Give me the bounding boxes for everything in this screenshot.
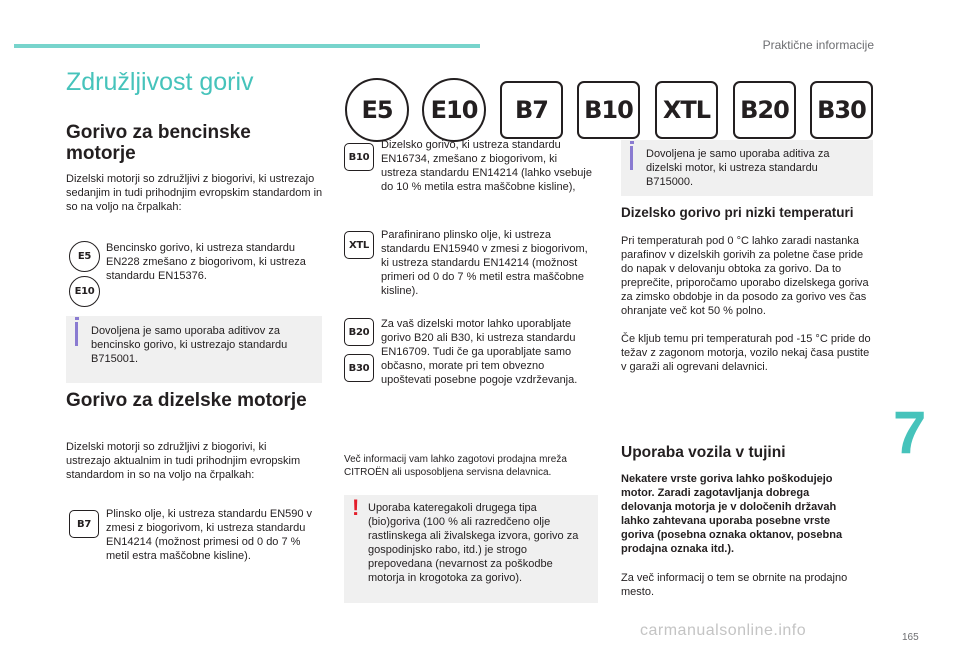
diesel-intro: Dizelski motorji so združljivi z biogorivi, ki ustrezajo aktualnim in tudi prihodnjim evropskim standardom in so na voljo na črpalkah:	[66, 441, 301, 481]
warning-icon: !	[352, 495, 360, 520]
e5-e10-description: Bencinsko gorivo, ki ustreza standardu EN228 zmešano z biogorivom, ki ustreza standardu EN15376.	[106, 242, 306, 282]
badge-e5-large: E5	[345, 78, 409, 142]
badge-xtl-large: XTL	[655, 81, 718, 139]
diesel-heading: Gorivo za dizelske motorje	[66, 390, 307, 411]
watermark: carmanualsonline.info	[640, 622, 807, 639]
abroad-text: Za več informacij o tem se obrnite na prodajno mesto.	[621, 572, 848, 598]
gasoline-intro: Dizelski motorji so združljivi z biogorivi, ki ustrezajo sedanjim in tudi prihodnjim evropskim standardom in so na voljo na črpalkah:	[66, 173, 323, 213]
badge-e10-large: E10	[422, 78, 486, 142]
abroad-bold-text: Nekatere vrste goriva lahko poškodujejo motor. Zaradi zagotavljanja dobrega delovanja motorja je v določenih državah lahko zahtevana uporaba posebne vrste goriva (posebna oznaka oktanov, posebna prodajna oznaka itd.).	[621, 473, 843, 555]
badge-b10-small: B10	[344, 143, 374, 171]
b7-description: Plinsko olje, ki ustreza standardu EN590 v zmesi z biogorivom, ki ustreza standardu EN14214 (možnost primesi od 0 do 7 % metil estra maščobne kisline).	[106, 508, 313, 562]
badge-b30-small: B30	[344, 354, 374, 382]
badge-e10-small: E10	[69, 276, 100, 307]
gasoline-note-text: Dovoljena je samo uporaba aditivov za bencinsko gorivo, ki ustrezajo standardu B715001.	[91, 325, 288, 365]
header-section-title: Praktične informacije	[762, 38, 874, 52]
diesel-note-text: Dovoljena je samo uporaba aditiva za dizelski motor, ki ustreza standardu B715000.	[646, 148, 830, 188]
gasoline-note-box	[66, 316, 322, 383]
b20-b30-description: Za vaš dizelski motor lahko uporabljate gorivo B20 ali B30, ki ustreza standardu EN16709. Tudi če ga uporabljate samo občasno, morate pri tem obvezno upoštevati posebne pogoje vzdrževanja.	[381, 318, 578, 386]
network-info-text: Več informacij vam lahko zagotovi prodajna mreža CITROËN ali usposobljena servisna delavnica.	[344, 454, 567, 478]
header-accent-bar	[14, 44, 480, 48]
page-title: Združljivost goriv	[66, 68, 254, 96]
low-temp-text-1: Pri temperaturah pod 0 °C lahko zaradi nastanka parafinov v dizelskih gorivih za poletne čase pride do napak v delovanju obtoka za gorivo. Da to preprečite, priporočamo uporabo dizelskega goriva za zimsko obdobje in da posodo za gorivo ves čas ohranjate več kot 50 % polno.	[621, 235, 869, 317]
badge-b7-small: B7	[69, 510, 99, 538]
badge-b20-small: B20	[344, 318, 374, 346]
info-icon	[75, 322, 78, 346]
xtl-description: Parafinirano plinsko olje, ki ustreza standardu EN15940 v zmesi z biogorivom, ki ustreza standardu EN14214 (možnost primeri od 0 do 7 % metil estra maščobne kisline).	[381, 229, 588, 297]
badge-b30-large: B30	[810, 81, 873, 139]
fuel-warning-box	[344, 495, 598, 603]
badge-b10-large: B10	[577, 81, 640, 139]
diesel-note-box	[621, 140, 873, 196]
abroad-heading: Uporaba vozila v tujini	[621, 444, 786, 461]
b10-description: Dizelsko gorivo, ki ustreza standardu EN16734, zmešano z biogorivom, ki ustreza standardu EN14214 (lahko vsebuje do 10 % metila estra maščobne kisline),	[381, 139, 592, 193]
badge-b20-large: B20	[733, 81, 796, 139]
badge-e5-small: E5	[69, 241, 100, 272]
low-temp-text-2: Če kljub temu pri temperaturah pod -15 °C pride do težav z zagonom motorja, vozilo nekaj časa pustite v garaži ali ogrevani delavnici.	[621, 333, 871, 373]
page-number: 165	[902, 632, 919, 643]
chapter-number: 7	[893, 399, 927, 466]
fuel-warning-text: Uporaba kateregakoli drugega tipa (bio)goriva (100 % ali razredčeno olje rastlinskega ali živalskega izvora, gorivo za gospodinjsko rabo, itd.) je strogo prepovedana (nevarnost za poškodbe motorja in krogotoka za gorivo).	[368, 502, 579, 584]
gasoline-heading: Gorivo za bencinske motorje	[66, 122, 251, 164]
badge-b7-large: B7	[500, 81, 563, 139]
low-temp-heading: Dizelsko gorivo pri nizki temperaturi	[621, 205, 854, 220]
info-icon	[630, 146, 633, 170]
badge-xtl-small: XTL	[344, 231, 374, 259]
